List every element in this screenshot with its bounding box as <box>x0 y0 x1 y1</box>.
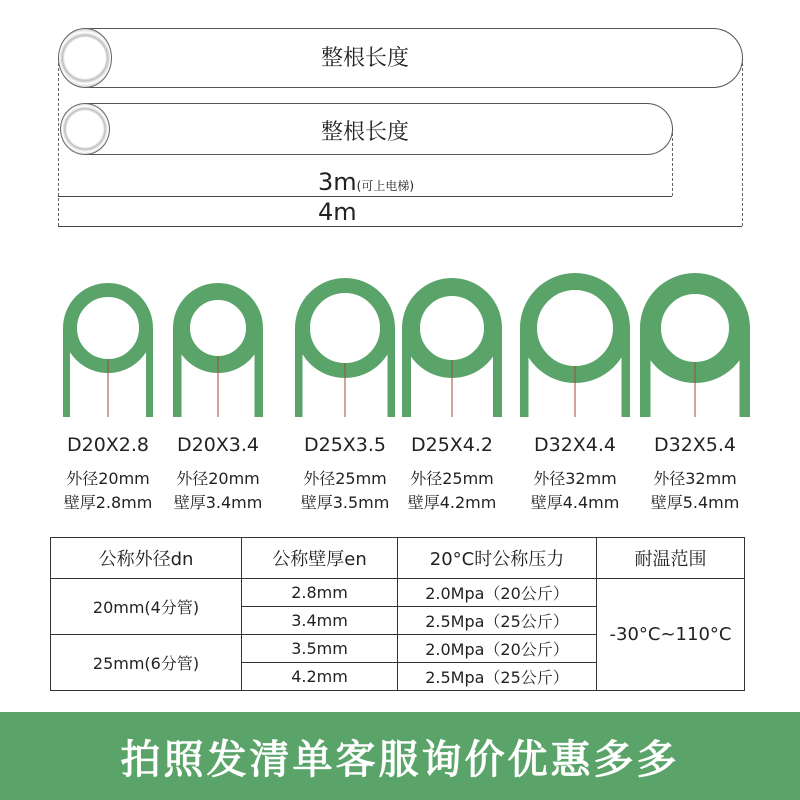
spec-outer-diameter: 外径32mm <box>653 469 737 488</box>
dim-text-long: 4m <box>318 198 357 226</box>
dim-line-short <box>58 196 672 197</box>
pipe-cross-section-icon <box>510 262 640 427</box>
header-outer-diameter: 公称外径dn <box>51 538 242 579</box>
pipe-spec-4 <box>387 262 517 522</box>
spec-table <box>50 537 745 691</box>
promo-banner: 拍照发清单客服询价优惠多多 <box>0 712 800 800</box>
pipe-cross-section-icon <box>153 262 283 427</box>
spec-wall-thickness: 壁厚3.4mm <box>173 493 263 512</box>
cell-wall: 2.8mm <box>242 579 398 607</box>
spec-code: D20X3.4 <box>176 434 260 456</box>
cell-wall: 3.4mm <box>242 607 398 635</box>
cell-wall: 4.2mm <box>242 663 398 691</box>
spec-outer-diameter: 外径20mm <box>176 469 260 488</box>
pipe-cross-section-icon <box>387 262 517 427</box>
table-header-row <box>51 538 745 579</box>
pipe-spec-6 <box>630 262 760 522</box>
spec-outer-diameter: 外径25mm <box>410 469 494 488</box>
cell-pressure: 2.0Mpa（20公斤） <box>398 635 597 663</box>
pipe-long-label: 整根长度 <box>320 46 409 71</box>
cell-pressure: 2.5Mpa（25公斤） <box>398 663 597 691</box>
spec-outer-diameter: 外径20mm <box>66 469 150 488</box>
cell-diameter-20: 20mm(4分管) <box>51 579 242 635</box>
spec-code: D25X3.5 <box>303 434 387 456</box>
cell-temperature: -30°C~110°C <box>597 579 745 691</box>
pipe-spec-5 <box>510 262 640 522</box>
spec-wall-thickness: 壁厚2.8mm <box>63 493 153 512</box>
spec-code: D32X4.4 <box>533 434 617 456</box>
cell-diameter-25: 25mm(6分管) <box>51 635 242 691</box>
spec-code: D25X4.2 <box>410 434 494 456</box>
header-temperature: 耐温范围 <box>597 538 745 579</box>
spec-wall-thickness: 壁厚4.4mm <box>530 493 620 512</box>
header-pressure: 20°C时公称压力 <box>398 538 597 579</box>
pipe-cross-section-icon <box>630 262 760 427</box>
header-wall-thickness: 公称壁厚en <box>242 538 398 579</box>
spec-outer-diameter: 外径25mm <box>303 469 387 488</box>
cell-pressure: 2.0Mpa（20公斤） <box>398 579 597 607</box>
pipe-spec-2 <box>153 262 283 522</box>
cell-pressure: 2.5Mpa（25公斤） <box>398 607 597 635</box>
spec-wall-thickness: 壁厚5.4mm <box>650 493 740 512</box>
cell-wall: 3.5mm <box>242 635 398 663</box>
table-row <box>51 579 745 607</box>
dim-extension-short <box>672 128 673 196</box>
spec-wall-thickness: 壁厚4.2mm <box>407 493 497 512</box>
pipe-short-end <box>60 103 110 155</box>
spec-outer-diameter: 外径32mm <box>533 469 617 488</box>
pipe-long-end <box>58 28 112 88</box>
dim-extension-left <box>58 58 59 226</box>
dim-line-long <box>58 226 742 227</box>
spec-code: D20X2.8 <box>66 434 150 456</box>
dim-note-short: (可上电梯) <box>356 179 415 193</box>
spec-code: D32X5.4 <box>653 434 737 456</box>
dim-extension-long <box>742 58 743 226</box>
pipe-short-label: 整根长度 <box>320 120 409 145</box>
dim-text-short: 3m(可上电梯) <box>318 168 415 196</box>
spec-wall-thickness: 壁厚3.5mm <box>300 493 390 512</box>
